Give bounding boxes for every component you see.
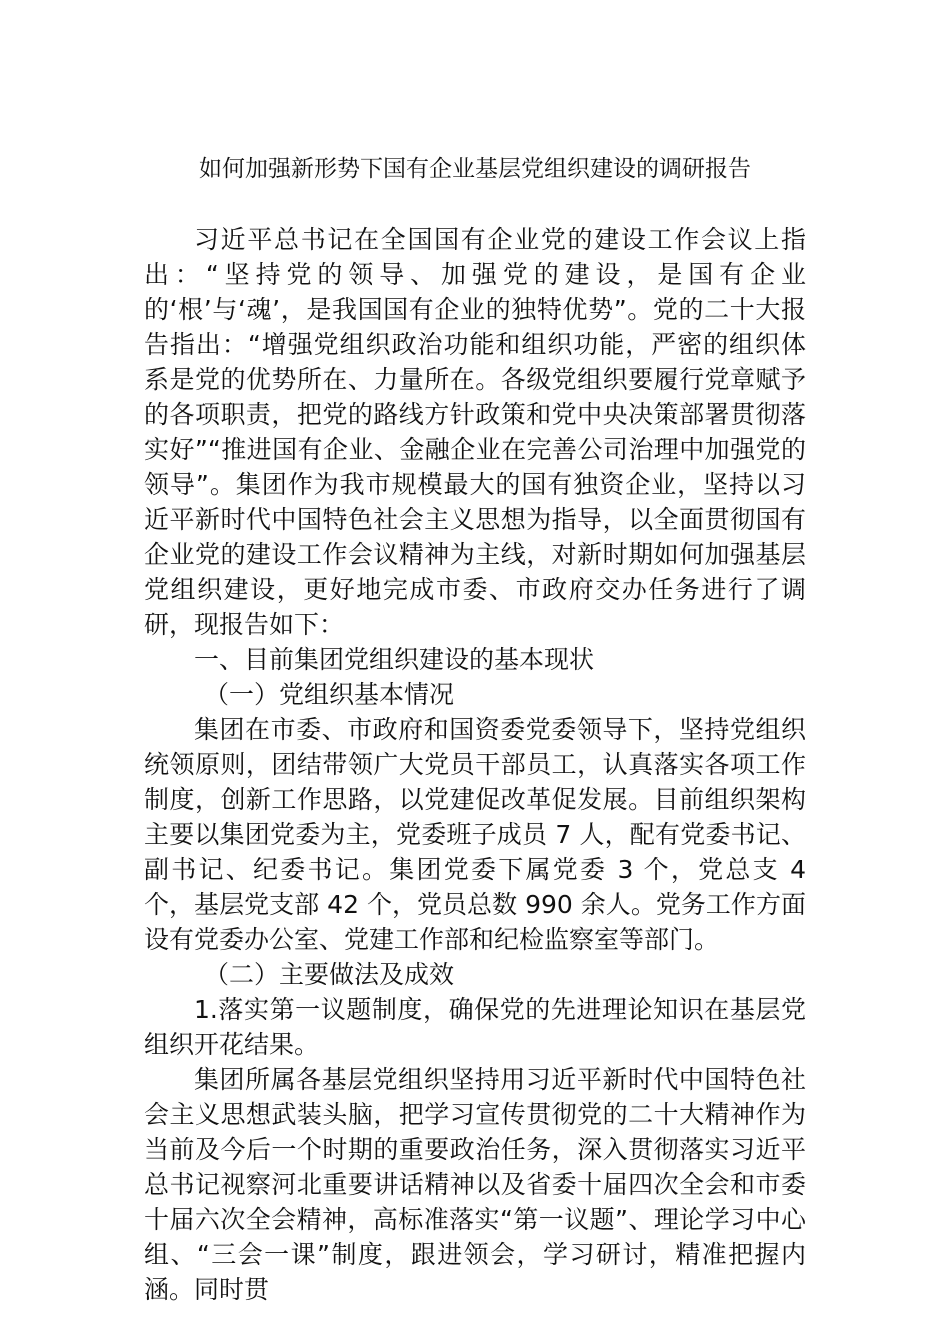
organization-paragraph: 集团在市委、市政府和国资委党委领导下，坚持党组织统领原则，团结带领广大党员干部员工，认真落实各项工作制度，创新工作思路，以党建促改革促发展。目前组织架构主要以集团党委为主，党委班子成员 7 人，配有党委书记、副书记、纪委书记。集团党委下属党委 3 个，党总支 4 个，基层党支部 42 个，党员总数 990 余人。党务工作方面设有党委办公室、党建工作部和纪检监察室等部门。	[144, 715, 806, 954]
document-body	[144, 222, 806, 1307]
document-title: 如何加强新形势下国有企业基层党组织建设的调研报告	[199, 156, 751, 182]
section-heading-1: 一、目前集团党组织建设的基本现状	[194, 645, 595, 674]
subsection-heading-2: （二）主要做法及成效	[204, 960, 455, 989]
study-paragraph: 集团所属各基层党组织坚持用习近平新时代中国特色社会主义思想武装头脑，把学习宣传贯彻党的二十大精神作为当前及今后一个时期的重要政治任务，深入贯彻落实习近平总书记视察河北重要讲话精神以及省委十届四次全会和市委十届六次全会精神，高标准落实“第一议题”、理论学习中心组、“三会一课”制度，跟进领会，学习研讨，精准把握内涵。同时贯	[144, 1065, 806, 1304]
intro-paragraph: 习近平总书记在全国国有企业党的建设工作会议上指出：“坚持党的领导、加强党的建设，是国有企业的‘根’与‘魂’，是我国国有企业的独特优势”。党的二十大报告指出：“增强党组织政治功能和组织功能，严密的组织体系是党的优势所在、力量所在。各级党组织要履行党章赋予的各项职责，把党的路线方针政策和党中央决策部署贯彻落实好”“推进国有企业、金融企业在完善公司治理中加强党的领导”。集团作为我市规模最大的国有独资企业，坚持以习近平新时代中国特色社会主义思想为指导，以全面贯彻国有企业党的建设工作会议精神为主线，对新时期如何加强基层党组织建设，更好地完成市委、市政府交办任务进行了调研，现报告如下：	[144, 225, 806, 639]
item-heading-1: 1.落实第一议题制度，确保党的先进理论知识在基层党组织开花结果。	[144, 995, 806, 1059]
subsection-heading-1: （一）党组织基本情况	[204, 680, 455, 709]
